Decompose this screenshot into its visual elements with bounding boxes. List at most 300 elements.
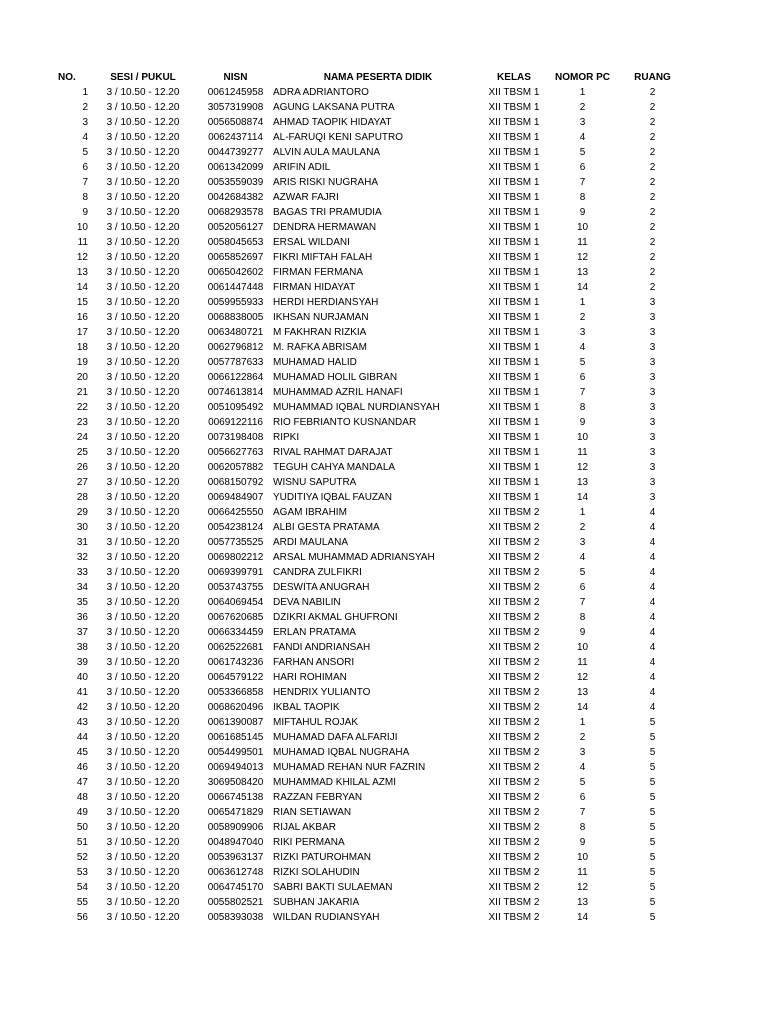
cell-nisn: 0068293578 — [207, 207, 264, 218]
cell-nama: RAZZAN FEBRYAN — [273, 792, 363, 803]
cell-nisn: 0069484907 — [207, 492, 264, 503]
table-body — [58, 85, 685, 925]
cell-sesi: 3 / 10.50 - 12.20 — [106, 642, 180, 653]
cell-sesi: 3 / 10.50 - 12.20 — [106, 297, 180, 308]
cell-ruang: 2 — [649, 282, 656, 293]
cell-nisn: 0061447448 — [207, 282, 264, 293]
cell-nomor-pc: 8 — [579, 822, 586, 833]
cell-nama: RIO FEBRIANTO KUSNANDAR — [273, 417, 417, 428]
cell-nomor-pc: 3 — [579, 117, 586, 128]
cell-ruang: 2 — [649, 222, 656, 233]
cell-nisn: 0053743755 — [207, 582, 264, 593]
cell-kelas: XII TBSM 1 — [488, 252, 540, 263]
cell-nama: MUHAMMAD AZRIL HANAFI — [273, 387, 403, 398]
cell-kelas: XII TBSM 1 — [488, 207, 540, 218]
cell-ruang: 5 — [649, 837, 656, 848]
header-ruang: RUANG — [634, 72, 671, 83]
cell-ruang: 2 — [649, 237, 656, 248]
cell-nama: DESWITA ANUGRAH — [273, 582, 370, 593]
cell-nisn: 0064579122 — [207, 672, 264, 683]
cell-nomor-pc: 10 — [576, 852, 589, 863]
cell-nama: MUHAMAD HALID — [273, 357, 357, 368]
cell-kelas: XII TBSM 2 — [488, 807, 540, 818]
cell-nomor-pc: 14 — [576, 282, 589, 293]
cell-sesi: 3 / 10.50 - 12.20 — [106, 717, 180, 728]
table-row — [58, 595, 685, 610]
cell-nomor-pc: 1 — [579, 507, 586, 518]
header-nisn: NISN — [223, 72, 248, 83]
table-row — [58, 85, 685, 100]
cell-nomor-pc: 13 — [576, 267, 589, 278]
cell-kelas: XII TBSM 2 — [488, 507, 540, 518]
cell-no: 45 — [76, 747, 88, 758]
cell-nisn: 0063612748 — [207, 867, 264, 878]
cell-ruang: 5 — [649, 852, 656, 863]
cell-nomor-pc: 2 — [579, 732, 586, 743]
cell-nama: RIZKI PATUROHMAN — [273, 852, 371, 863]
cell-no: 43 — [76, 717, 88, 728]
cell-sesi: 3 / 10.50 - 12.20 — [106, 867, 180, 878]
cell-no: 55 — [76, 897, 88, 908]
cell-nomor-pc: 14 — [576, 702, 589, 713]
cell-kelas: XII TBSM 2 — [488, 672, 540, 683]
cell-sesi: 3 / 10.50 - 12.20 — [106, 117, 180, 128]
cell-ruang: 4 — [649, 582, 656, 593]
cell-nama: M FAKHRAN RIZKIA — [273, 327, 367, 338]
table-row — [58, 160, 685, 175]
cell-no: 54 — [76, 882, 88, 893]
cell-ruang: 2 — [649, 192, 656, 203]
cell-ruang: 3 — [649, 327, 656, 338]
table-row — [58, 430, 685, 445]
cell-sesi: 3 / 10.50 - 12.20 — [106, 672, 180, 683]
cell-sesi: 3 / 10.50 - 12.20 — [106, 387, 180, 398]
cell-no: 50 — [76, 822, 88, 833]
cell-nomor-pc: 2 — [579, 312, 586, 323]
cell-sesi: 3 / 10.50 - 12.20 — [106, 282, 180, 293]
table-row — [58, 910, 685, 925]
cell-nama: MUHAMMAD KHILAL AZMI — [273, 777, 396, 788]
cell-kelas: XII TBSM 1 — [488, 87, 540, 98]
cell-no: 29 — [76, 507, 88, 518]
header-sesi: SESI / PUKUL — [110, 72, 176, 83]
table-row — [58, 880, 685, 895]
table-header — [58, 70, 685, 85]
cell-nisn: 0057735525 — [207, 537, 264, 548]
cell-nama: DEVA NABILIN — [273, 597, 341, 608]
cell-nisn: 0061342099 — [207, 162, 264, 173]
cell-nomor-pc: 6 — [579, 162, 586, 173]
cell-nama: AZWAR FAJRI — [273, 192, 339, 203]
cell-nomor-pc: 2 — [579, 102, 586, 113]
cell-kelas: XII TBSM 2 — [488, 642, 540, 653]
table-row — [58, 850, 685, 865]
cell-ruang: 4 — [649, 672, 656, 683]
cell-nisn: 0054238124 — [207, 522, 264, 533]
cell-nama: ARIFIN ADIL — [273, 162, 331, 173]
table-row — [58, 400, 685, 415]
cell-no: 39 — [76, 657, 88, 668]
cell-ruang: 3 — [649, 357, 656, 368]
cell-no: 33 — [76, 567, 88, 578]
cell-sesi: 3 / 10.50 - 12.20 — [106, 207, 180, 218]
cell-kelas: XII TBSM 2 — [488, 777, 540, 788]
header-kelas: KELAS — [497, 72, 531, 83]
cell-no: 37 — [76, 627, 88, 638]
cell-kelas: XII TBSM 1 — [488, 387, 540, 398]
table-row — [58, 295, 685, 310]
cell-nama: HARI ROHIMAN — [273, 672, 347, 683]
cell-nama: RIAN SETIAWAN — [273, 807, 352, 818]
cell-kelas: XII TBSM 1 — [488, 417, 540, 428]
table-row — [58, 310, 685, 325]
cell-kelas: XII TBSM 2 — [488, 747, 540, 758]
cell-sesi: 3 / 10.50 - 12.20 — [106, 417, 180, 428]
participant-table — [58, 70, 685, 925]
cell-kelas: XII TBSM 1 — [488, 492, 540, 503]
cell-ruang: 3 — [649, 447, 656, 458]
cell-ruang: 5 — [649, 912, 656, 923]
cell-nama: HERDI HERDIANSYAH — [273, 297, 379, 308]
cell-nisn: 0044739277 — [207, 147, 264, 158]
cell-ruang: 5 — [649, 867, 656, 878]
cell-kelas: XII TBSM 1 — [488, 447, 540, 458]
cell-nisn: 0063480721 — [207, 327, 264, 338]
cell-nomor-pc: 5 — [579, 357, 586, 368]
cell-no: 56 — [76, 912, 88, 923]
cell-sesi: 3 / 10.50 - 12.20 — [106, 252, 180, 263]
cell-sesi: 3 / 10.50 - 12.20 — [106, 87, 180, 98]
cell-no: 42 — [76, 702, 88, 713]
cell-nama: MUHAMAD IQBAL NUGRAHA — [273, 747, 410, 758]
cell-nisn: 0069494013 — [207, 762, 264, 773]
cell-kelas: XII TBSM 2 — [488, 657, 540, 668]
table-row — [58, 115, 685, 130]
cell-nomor-pc: 9 — [579, 627, 586, 638]
cell-nomor-pc: 3 — [579, 327, 586, 338]
cell-ruang: 4 — [649, 702, 656, 713]
cell-ruang: 4 — [649, 507, 656, 518]
cell-ruang: 3 — [649, 387, 656, 398]
cell-no: 8 — [82, 192, 88, 203]
cell-ruang: 4 — [649, 612, 656, 623]
cell-nomor-pc: 4 — [579, 762, 586, 773]
cell-kelas: XII TBSM 1 — [488, 222, 540, 233]
cell-sesi: 3 / 10.50 - 12.20 — [106, 552, 180, 563]
cell-no: 34 — [76, 582, 88, 593]
cell-nama: SUBHAN JAKARIA — [273, 897, 360, 908]
cell-nisn: 0061743236 — [207, 657, 264, 668]
cell-nisn: 0067620685 — [207, 612, 264, 623]
cell-nomor-pc: 5 — [579, 567, 586, 578]
cell-sesi: 3 / 10.50 - 12.20 — [106, 627, 180, 638]
cell-nisn: 0053559039 — [207, 177, 264, 188]
cell-nama: ARIS RISKI NUGRAHA — [273, 177, 379, 188]
cell-no: 51 — [76, 837, 88, 848]
cell-sesi: 3 / 10.50 - 12.20 — [106, 702, 180, 713]
cell-nisn: 0068150792 — [207, 477, 264, 488]
header-nama: NAMA PESERTA DIDIK — [323, 72, 433, 83]
cell-nama: ERLAN PRATAMA — [273, 627, 356, 638]
cell-ruang: 2 — [649, 132, 656, 143]
cell-no: 17 — [76, 327, 88, 338]
cell-nisn: 0059955933 — [207, 297, 264, 308]
cell-nomor-pc: 3 — [579, 747, 586, 758]
cell-ruang: 4 — [649, 627, 656, 638]
cell-nomor-pc: 5 — [579, 777, 586, 788]
cell-nama: ALVIN AULA MAULANA — [273, 147, 381, 158]
cell-kelas: XII TBSM 2 — [488, 537, 540, 548]
cell-kelas: XII TBSM 1 — [488, 312, 540, 323]
cell-sesi: 3 / 10.50 - 12.20 — [106, 192, 180, 203]
cell-nama: WISNU SAPUTRA — [273, 477, 357, 488]
cell-sesi: 3 / 10.50 - 12.20 — [106, 747, 180, 758]
cell-no: 36 — [76, 612, 88, 623]
cell-no: 4 — [82, 132, 88, 143]
cell-kelas: XII TBSM 2 — [488, 792, 540, 803]
cell-kelas: XII TBSM 2 — [488, 732, 540, 743]
cell-kelas: XII TBSM 2 — [488, 552, 540, 563]
cell-nisn: 0055802521 — [207, 897, 264, 908]
cell-no: 3 — [82, 117, 88, 128]
cell-nomor-pc: 3 — [579, 537, 586, 548]
cell-nisn: 0058045653 — [207, 237, 264, 248]
table-row — [58, 610, 685, 625]
cell-no: 6 — [82, 162, 88, 173]
cell-nomor-pc: 8 — [579, 612, 586, 623]
cell-nomor-pc: 6 — [579, 582, 586, 593]
cell-kelas: XII TBSM 1 — [488, 117, 540, 128]
cell-nama: RIZKI SOLAHUDIN — [273, 867, 360, 878]
table-row — [58, 730, 685, 745]
table-row — [58, 340, 685, 355]
cell-kelas: XII TBSM 2 — [488, 597, 540, 608]
cell-kelas: XII TBSM 2 — [488, 522, 540, 533]
cell-no: 30 — [76, 522, 88, 533]
cell-nomor-pc: 11 — [577, 867, 588, 878]
cell-sesi: 3 / 10.50 - 12.20 — [106, 582, 180, 593]
cell-ruang: 2 — [649, 162, 656, 173]
table-row — [58, 550, 685, 565]
cell-nomor-pc: 12 — [576, 882, 589, 893]
cell-nisn: 0065852697 — [207, 252, 264, 263]
cell-kelas: XII TBSM 1 — [488, 342, 540, 353]
cell-ruang: 5 — [649, 897, 656, 908]
cell-sesi: 3 / 10.50 - 12.20 — [106, 762, 180, 773]
cell-sesi: 3 / 10.50 - 12.20 — [106, 402, 180, 413]
cell-nama: DZIKRI AKMAL GHUFRONI — [273, 612, 398, 623]
cell-no: 15 — [76, 297, 88, 308]
cell-kelas: XII TBSM 1 — [488, 267, 540, 278]
cell-ruang: 3 — [649, 462, 656, 473]
cell-nisn: 3069508420 — [207, 777, 264, 788]
cell-no: 14 — [76, 282, 88, 293]
cell-no: 5 — [82, 147, 88, 158]
cell-kelas: XII TBSM 2 — [488, 612, 540, 623]
cell-no: 27 — [76, 477, 88, 488]
table-row — [58, 640, 685, 655]
cell-kelas: XII TBSM 2 — [488, 627, 540, 638]
cell-kelas: XII TBSM 1 — [488, 357, 540, 368]
cell-nama: AHMAD TAOPIK HIDAYAT — [273, 117, 392, 128]
cell-ruang: 2 — [649, 117, 656, 128]
cell-ruang: 2 — [649, 207, 656, 218]
cell-nisn: 0061245958 — [207, 87, 264, 98]
cell-nomor-pc: 9 — [579, 417, 586, 428]
cell-sesi: 3 / 10.50 - 12.20 — [106, 882, 180, 893]
cell-ruang: 2 — [649, 252, 656, 263]
cell-ruang: 5 — [649, 762, 656, 773]
cell-nisn: 0057787633 — [207, 357, 264, 368]
cell-no: 10 — [76, 222, 88, 233]
cell-nama: AL-FARUQI KENI SAPUTRO — [273, 132, 404, 143]
cell-nomor-pc: 8 — [579, 402, 586, 413]
cell-sesi: 3 / 10.50 - 12.20 — [106, 597, 180, 608]
cell-kelas: XII TBSM 2 — [488, 762, 540, 773]
cell-nomor-pc: 13 — [576, 897, 589, 908]
cell-nisn: 3057319908 — [207, 102, 264, 113]
table-row — [58, 775, 685, 790]
cell-nomor-pc: 9 — [579, 837, 586, 848]
table-row — [58, 220, 685, 235]
cell-nama: IKHSAN NURJAMAN — [273, 312, 369, 323]
cell-nisn: 0056627763 — [207, 447, 264, 458]
table-row — [58, 625, 685, 640]
cell-sesi: 3 / 10.50 - 12.20 — [106, 837, 180, 848]
cell-kelas: XII TBSM 1 — [488, 297, 540, 308]
table-row — [58, 280, 685, 295]
cell-nisn: 0065471829 — [207, 807, 264, 818]
header-row — [58, 70, 685, 85]
cell-nama: MUHAMAD REHAN NUR FAZRIN — [273, 762, 426, 773]
cell-kelas: XII TBSM 1 — [488, 192, 540, 203]
table-row — [58, 805, 685, 820]
cell-no: 22 — [76, 402, 88, 413]
cell-nomor-pc: 12 — [576, 672, 589, 683]
cell-nama: FANDI ANDRIANSAH — [273, 642, 371, 653]
cell-sesi: 3 / 10.50 - 12.20 — [106, 897, 180, 908]
cell-nama: IKBAL TAOPIK — [273, 702, 340, 713]
cell-sesi: 3 / 10.50 - 12.20 — [106, 687, 180, 698]
cell-nisn: 0042684382 — [207, 192, 264, 203]
cell-nomor-pc: 4 — [579, 132, 586, 143]
table-row — [58, 445, 685, 460]
cell-ruang: 3 — [649, 312, 656, 323]
cell-nisn: 0062437114 — [208, 132, 263, 143]
cell-nomor-pc: 11 — [577, 657, 588, 668]
cell-ruang: 3 — [649, 432, 656, 443]
cell-ruang: 3 — [649, 372, 656, 383]
cell-no: 44 — [76, 732, 88, 743]
cell-sesi: 3 / 10.50 - 12.20 — [106, 237, 180, 248]
cell-nama: FIRMAN HIDAYAT — [273, 282, 356, 293]
cell-nama: MUHAMAD DAFA ALFARIJI — [273, 732, 398, 743]
cell-nomor-pc: 14 — [576, 912, 589, 923]
cell-nama: BAGAS TRI PRAMUDIA — [273, 207, 382, 218]
cell-nisn: 0066334459 — [207, 627, 264, 638]
cell-kelas: XII TBSM 1 — [488, 327, 540, 338]
cell-ruang: 4 — [649, 567, 656, 578]
table-row — [58, 760, 685, 775]
cell-kelas: XII TBSM 1 — [488, 372, 540, 383]
cell-kelas: XII TBSM 2 — [488, 882, 540, 893]
cell-sesi: 3 / 10.50 - 12.20 — [106, 912, 180, 923]
cell-nisn: 0064745170 — [207, 882, 264, 893]
cell-ruang: 2 — [649, 177, 656, 188]
cell-nama: TEGUH CAHYA MANDALA — [273, 462, 396, 473]
cell-nama: RIJAL AKBAR — [273, 822, 336, 833]
cell-nomor-pc: 1 — [579, 297, 586, 308]
cell-sesi: 3 / 10.50 - 12.20 — [106, 807, 180, 818]
cell-ruang: 2 — [649, 267, 656, 278]
cell-kelas: XII TBSM 1 — [488, 282, 540, 293]
cell-no: 20 — [76, 372, 88, 383]
cell-sesi: 3 / 10.50 - 12.20 — [106, 162, 180, 173]
cell-nama: ALBI GESTA PRATAMA — [273, 522, 380, 533]
cell-kelas: XII TBSM 2 — [488, 687, 540, 698]
table-row — [58, 580, 685, 595]
header-no: NO. — [58, 72, 76, 83]
cell-sesi: 3 / 10.50 - 12.20 — [106, 852, 180, 863]
cell-nomor-pc: 13 — [576, 687, 589, 698]
cell-nisn: 0065042602 — [207, 267, 264, 278]
cell-nisn: 0073198408 — [207, 432, 264, 443]
cell-nisn: 0066425550 — [207, 507, 264, 518]
cell-kelas: XII TBSM 2 — [488, 837, 540, 848]
cell-nisn: 0068620496 — [207, 702, 264, 713]
cell-ruang: 5 — [649, 882, 656, 893]
cell-nama: HENDRIX YULIANTO — [273, 687, 371, 698]
cell-sesi: 3 / 10.50 - 12.20 — [106, 372, 180, 383]
cell-no: 2 — [82, 102, 88, 113]
table-row — [58, 175, 685, 190]
table-row — [58, 460, 685, 475]
cell-kelas: XII TBSM 2 — [488, 567, 540, 578]
cell-nama: RIPKI — [273, 432, 300, 443]
cell-ruang: 5 — [649, 807, 656, 818]
cell-nomor-pc: 10 — [576, 432, 589, 443]
cell-nama: YUDITIYA IQBAL FAUZAN — [273, 492, 392, 503]
cell-nomor-pc: 1 — [579, 717, 586, 728]
cell-no: 35 — [76, 597, 88, 608]
cell-nama: AGUNG LAKSANA PUTRA — [273, 102, 395, 113]
cell-kelas: XII TBSM 2 — [488, 852, 540, 863]
table-row — [58, 505, 685, 520]
cell-no: 28 — [76, 492, 88, 503]
cell-sesi: 3 / 10.50 - 12.20 — [106, 822, 180, 833]
cell-ruang: 3 — [649, 417, 656, 428]
cell-nomor-pc: 10 — [576, 642, 589, 653]
cell-nama: MIFTAHUL ROJAK — [273, 717, 359, 728]
cell-ruang: 2 — [649, 102, 656, 113]
cell-kelas: XII TBSM 2 — [488, 912, 540, 923]
cell-sesi: 3 / 10.50 - 12.20 — [106, 477, 180, 488]
cell-kelas: XII TBSM 1 — [488, 177, 540, 188]
cell-kelas: XII TBSM 1 — [488, 147, 540, 158]
table-row — [58, 685, 685, 700]
header-nomor-pc: NOMOR PC — [555, 72, 610, 83]
cell-nomor-pc: 7 — [579, 387, 586, 398]
cell-sesi: 3 / 10.50 - 12.20 — [106, 462, 180, 473]
cell-no: 16 — [76, 312, 88, 323]
cell-nisn: 0064069454 — [207, 597, 264, 608]
cell-ruang: 4 — [649, 522, 656, 533]
cell-nisn: 0069399791 — [207, 567, 264, 578]
cell-nama: DENDRA HERMAWAN — [273, 222, 377, 233]
cell-no: 41 — [76, 687, 88, 698]
cell-sesi: 3 / 10.50 - 12.20 — [106, 147, 180, 158]
cell-nomor-pc: 9 — [579, 207, 586, 218]
